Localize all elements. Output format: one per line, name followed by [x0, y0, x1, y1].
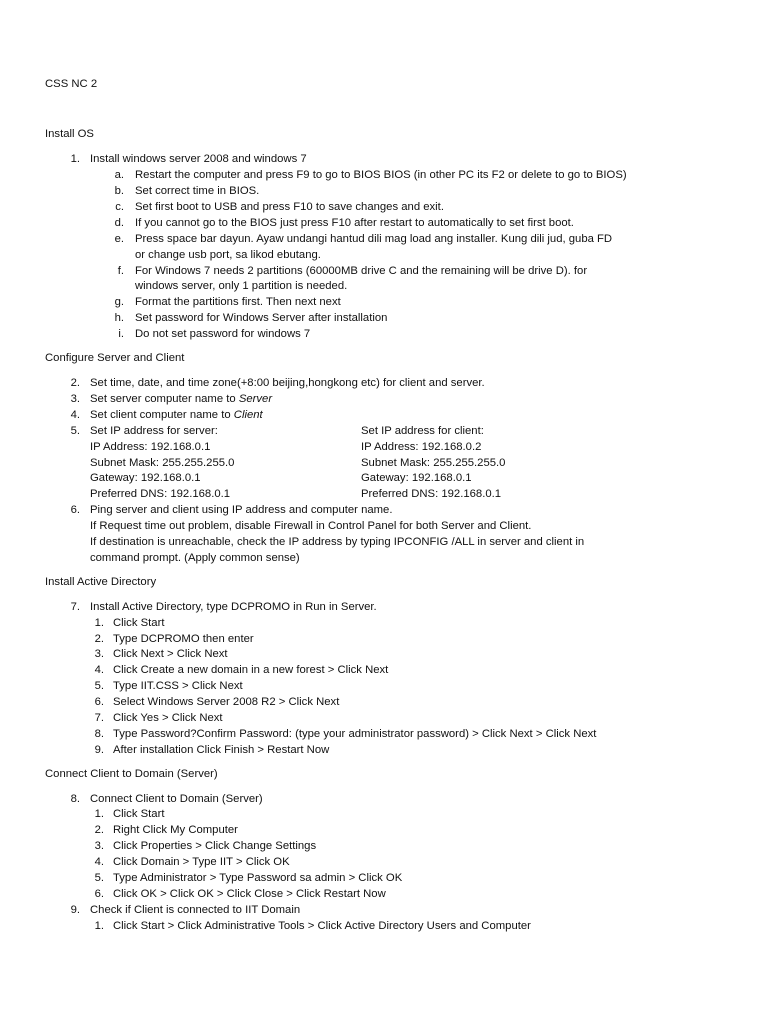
step-number: 6.: [94, 696, 104, 708]
sub-item-text: Do not set password for windows 7: [135, 328, 311, 340]
step-text: Click Next > Click Next: [113, 648, 228, 660]
client-name-emphasis: Client: [233, 409, 263, 421]
sub-item-text: Set correct time in BIOS.: [135, 185, 260, 197]
sub-item-marker: e.: [114, 233, 124, 245]
sub-item-marker: f.: [117, 265, 124, 277]
section-heading-configure: Configure Server and Client: [45, 352, 185, 364]
sub-item-marker: a.: [114, 169, 124, 181]
server-ip-line: Set IP address for server:: [90, 425, 218, 437]
step-text: Click Start > Click Administrative Tools > Click Active Directory Users and Computer: [113, 920, 531, 932]
step-text: Click Create a new domain in a new forest > Click Next: [113, 664, 389, 676]
step-number: 2.: [94, 633, 104, 645]
sub-item-text: or change usb port, sa likod ebutang.: [135, 249, 321, 261]
step-text: Select Windows Server 2008 R2 > Click Next: [113, 696, 340, 708]
client-ip-line: IP Address: 192.168.0.2: [361, 441, 482, 453]
sub-item-marker: c.: [115, 201, 124, 213]
step-number: 4.: [94, 856, 104, 868]
list-item-text: [90, 408, 263, 423]
list-number: 2.: [70, 377, 80, 389]
step-text: After installation Click Finish > Restart Now: [113, 744, 330, 756]
step-number: 3.: [94, 840, 104, 852]
sub-item-text: If you cannot go to the BIOS just press F10 after restart to automatically to set first boot.: [135, 217, 574, 229]
sub-item-marker: h.: [114, 312, 124, 324]
step-number: 9.: [94, 744, 104, 756]
list-number: 5.: [70, 425, 80, 437]
sub-item-marker: d.: [114, 217, 124, 229]
list-number: 9.: [70, 904, 80, 916]
step-number: 1.: [94, 808, 104, 820]
step-number: 8.: [94, 728, 104, 740]
step-text: Click Start: [113, 617, 165, 629]
step-text: Click Yes > Click Next: [113, 712, 223, 724]
sub-item-text: Format the partitions first. Then next next: [135, 296, 341, 308]
list-item-text-plain: Set client computer name to: [90, 409, 234, 421]
step-number: 1.: [94, 920, 104, 932]
list-item-text-plain: Set server computer name to: [90, 393, 239, 405]
step-text: Click Domain > Type IIT > Click OK: [113, 856, 290, 868]
step-text: Click Start: [113, 808, 165, 820]
step-number: 5.: [94, 872, 104, 884]
client-ip-line: Gateway: 192.168.0.1: [361, 472, 472, 484]
list-item-text: Install windows server 2008 and windows 7: [90, 153, 307, 165]
list-item-text: Set time, date, and time zone(+8:00 beijing,hongkong etc) for client and server.: [90, 377, 485, 389]
list-item-text: Connect Client to Domain (Server): [90, 793, 263, 805]
sub-item-text: Press space bar dayun. Ayaw undangi hantud dili mag load ang installer. Kung dili jud, guba FD: [135, 233, 613, 245]
server-ip-line: Preferred DNS: 192.168.0.1: [90, 488, 231, 500]
document-title: CSS NC 2: [45, 78, 98, 90]
section-heading-active-directory: Install Active Directory: [45, 576, 157, 588]
list-item-text: [90, 392, 272, 407]
step-number: 6.: [94, 888, 104, 900]
list-number: 7.: [70, 601, 80, 613]
list-number: 8.: [70, 793, 80, 805]
section-heading-connect-client: Connect Client to Domain (Server): [45, 768, 218, 780]
step-text: Right Click My Computer: [113, 824, 238, 836]
step-number: 2.: [94, 824, 104, 836]
sub-item-text: windows server, only 1 partition is needed.: [135, 280, 348, 292]
step-text: Click OK > Click OK > Click Close > Click Restart Now: [113, 888, 386, 900]
list-item-text: Install Active Directory, type DCPROMO in Run in Server.: [90, 601, 377, 613]
sub-item-marker: i.: [118, 328, 124, 340]
list-item-text: command prompt. (Apply common sense): [90, 552, 300, 564]
step-number: 1.: [94, 617, 104, 629]
list-number: 6.: [70, 504, 80, 516]
sub-item-marker: b.: [114, 185, 124, 197]
step-text: Type Administrator > Type Password sa admin > Click OK: [113, 872, 403, 884]
step-text: Type DCPROMO then enter: [113, 633, 254, 645]
server-ip-line: Gateway: 192.168.0.1: [90, 472, 201, 484]
step-number: 4.: [94, 664, 104, 676]
list-number: 4.: [70, 409, 80, 421]
list-number: 1.: [70, 153, 80, 165]
list-item-text: If destination is unreachable, check the IP address by typing IPCONFIG /ALL in server and client in: [90, 536, 585, 548]
server-name-emphasis: Server: [238, 393, 273, 405]
step-text: Type IIT.CSS > Click Next: [113, 680, 243, 692]
sub-item-text: Restart the computer and press F9 to go to BIOS BIOS (in other PC its F2 or delete to go to BIOS): [135, 169, 627, 181]
section-heading-install-os: Install OS: [45, 128, 94, 140]
client-ip-line: Set IP address for client:: [361, 425, 484, 437]
list-item-text: Check if Client is connected to IIT Domain: [90, 904, 301, 916]
step-text: Type Password?Confirm Password: (type your administrator password) > Click Next > Click Next: [113, 728, 597, 740]
sub-item-text: Set password for Windows Server after installation: [135, 312, 388, 324]
list-number: 3.: [70, 393, 80, 405]
step-number: 5.: [94, 680, 104, 692]
sub-item-text: Set first boot to USB and press F10 to save changes and exit.: [135, 201, 444, 213]
sub-item-marker: g.: [114, 296, 124, 308]
client-ip-line: Subnet Mask: 255.255.255.0: [361, 457, 506, 469]
step-number: 7.: [94, 712, 104, 724]
server-ip-line: IP Address: 192.168.0.1: [90, 441, 211, 453]
list-item-text: Ping server and client using IP address and computer name.: [90, 504, 393, 516]
list-item-text: If Request time out problem, disable Firewall in Control Panel for both Server and Client.: [90, 520, 532, 532]
step-number: 3.: [94, 648, 104, 660]
sub-item-text: For Windows 7 needs 2 partitions (60000MB drive C and the remaining will be drive D). for: [135, 265, 588, 277]
step-text: Click Properties > Click Change Settings: [113, 840, 317, 852]
client-ip-line: Preferred DNS: 192.168.0.1: [361, 488, 502, 500]
server-ip-line: Subnet Mask: 255.255.255.0: [90, 457, 235, 469]
